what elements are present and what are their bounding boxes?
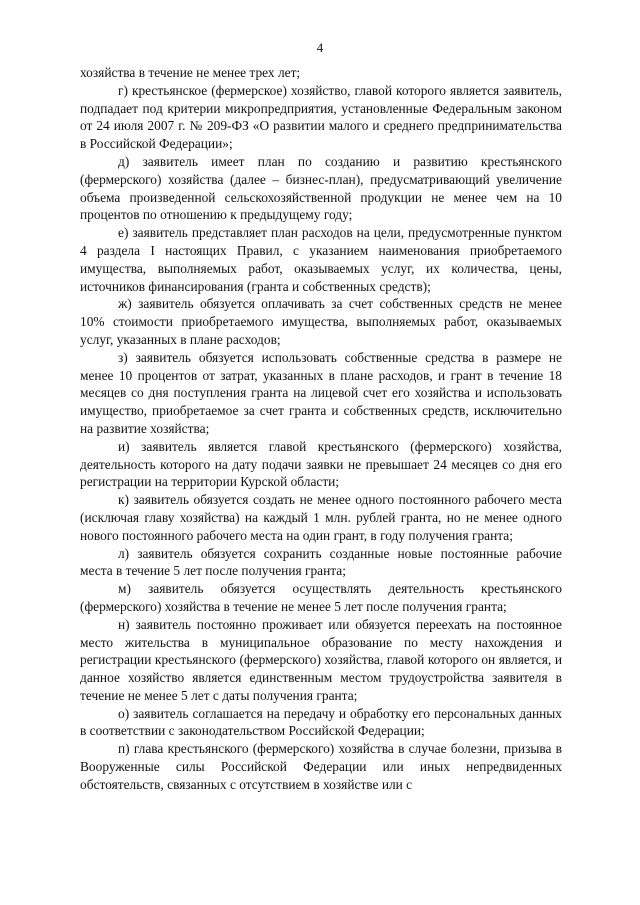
paragraph-item-d: д) заявитель имеет план по созданию и развитию крестьянского (фермерского) хозяйства (далее – бизнес-план), предусматривающий увеличение объема произведенной сельскохозяйственной продукции не менее чем на 10 процентов по отношению к предыдущему году; — [80, 153, 562, 223]
paragraph-item-k: к) заявитель обязуется создать не менее одного постоянного рабочего места (исключая главу хозяйства) на каждый 1 млн. рублей гранта, но не менее одного нового постоянного рабочего места на один грант, в году получения гранта; — [80, 492, 562, 543]
paragraph-item-m: м) заявитель обязуется осуществлять деятельность крестьянского (фермерского) хозяйства в течение не менее 5 лет после получения гранта; — [80, 581, 562, 614]
paragraph-item-zh: ж) заявитель обязуется оплачивать за счет собственных средств не менее 10% стоимости приобретаемого имущества, выполняемых работ, оказываемых услуг, указанных в плане расходов; — [80, 296, 562, 347]
paragraph-item-l: л) заявитель обязуется сохранить созданные новые постоянные рабочие места в течение 5 лет после получения гранта; — [80, 545, 562, 579]
paragraph-item-g: г) крестьянское (фермерское) хозяйство, главой которого является заявитель, подпадает под критерии микропредприятия, установленные Федеральным законом от 24 июля 2007 г. № 209-ФЗ «О развитии малого и среднего предпринимательства в Российской Федерации»; — [80, 82, 562, 152]
paragraph-item-n: н) заявитель постоянно проживает или обязуется переехать на постоянное место жительства в муниципальное образование по месту нахождения и регистрации крестьянского (фермерского) хозяйства, главой которого он является, и данное хозяйство является единственным местом трудоустройства заявителя в течение не менее 5 лет с даты получения гранта; — [80, 616, 562, 703]
paragraph-item-p: п) глава крестьянского (фермерского) хозяйства в случае болезни, призыва в Вооруженные силы Российской Федерации или иных непредвиденных обстоятельств, связанных с отсутствием в хозяйстве или с — [80, 741, 562, 792]
paragraph-continuation: хозяйства в течение не менее трех лет; — [80, 65, 301, 80]
paragraph-item-e: е) заявитель представляет план расходов на цели, предусмотренные пунктом 4 раздела I настоящих Правил, с указанием наименования приобретаемого имущества, выполняемых работ, оказываемых услуг, их количества, цены, источников финансирования (гранта и собственных средств); — [80, 225, 562, 294]
document-body — [80, 64, 562, 794]
paragraph-item-z: з) заявитель обязуется использовать собственные средства в размере не менее 10 процентов от затрат, указанных в плане расходов, и грант в течение 18 месяцев со дня поступления гранта на лицевой счет его хозяйства и использовать имущество, приобретаемое за счет гранта и собственных средств, исключительно на развитие хозяйства; — [80, 349, 562, 436]
page-number: 4 — [316, 40, 324, 55]
paragraph-item-i: и) заявитель является главой крестьянского (фермерского) хозяйства, деятельность которого на дату подачи заявки не превышает 24 месяцев со дня его регистрации на территории Курской области; — [80, 438, 562, 490]
paragraph-item-o: о) заявитель соглашается на передачу и обработку его персональных данных в соответствии с законодательством Российской Федерации; — [80, 705, 562, 739]
